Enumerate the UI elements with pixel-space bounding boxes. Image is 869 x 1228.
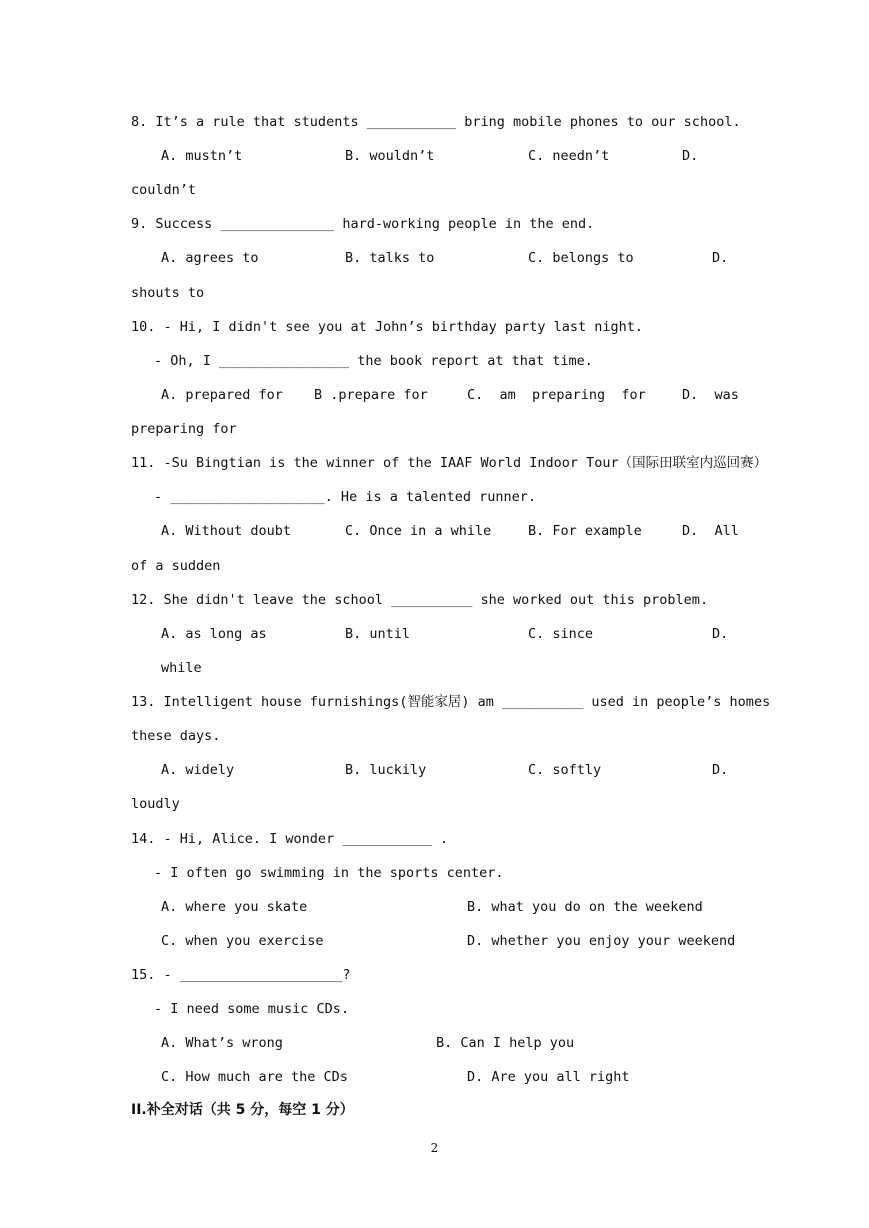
question-13-option-b: B. luckily — [345, 762, 427, 778]
question-14-option-b: B. what you do on the weekend — [467, 899, 703, 915]
question-10-option-a: A. prepared for — [161, 387, 283, 403]
question-8-stem: 8. It’s a rule that students ___________ bring mobile phones to our school. — [131, 114, 741, 130]
section-heading: II.补全对话（共 5 分，每空 1 分） — [131, 1102, 354, 1118]
question-8-option-b: B. wouldn’t — [345, 148, 435, 164]
question-11-stem: 11. -Su Bingtian is the winner of the IAAF World Indoor Tour（国际田联室内巡回赛） — [131, 455, 768, 471]
question-12-option-b: B. until — [345, 626, 411, 642]
question-10-option-d: D. was — [682, 387, 739, 403]
question-13-stem-continued: these days. — [131, 728, 221, 744]
question-10-option-c: C. am preparing for — [467, 387, 646, 403]
question-10-stem: 10. - Hi, I didn't see you at John’s birthday party last night. — [131, 319, 644, 335]
question-11-option-b: C. Once in a while — [345, 523, 492, 539]
question-11-option-d-wrap: of a sudden — [131, 558, 221, 574]
question-11-option-a: A. Without doubt — [161, 523, 292, 539]
question-11-option-d: D. All — [682, 523, 739, 539]
question-15-stem: 15. - ____________________? — [131, 967, 351, 983]
question-10-option-b: B .prepare for — [314, 387, 428, 403]
question-9-option-a: A. agrees to — [161, 250, 259, 266]
question-8-option-c: C. needn’t — [528, 148, 610, 164]
question-15-reply: - I need some music CDs. — [154, 1001, 350, 1017]
page-number: 2 — [430, 1141, 439, 1155]
question-15-option-d: D. Are you all right — [467, 1069, 630, 1085]
question-8-option-d-wrap: couldn’t — [131, 182, 197, 198]
question-8-option-d: D. — [682, 148, 699, 164]
question-14-reply: - I often go swimming in the sports center. — [154, 865, 504, 881]
question-13-stem: 13. Intelligent house furnishings(智能家居) am __________ used in people’s homes — [131, 694, 771, 710]
question-13-option-d: D. — [712, 762, 729, 778]
question-15-option-c: C. How much are the CDs — [161, 1069, 348, 1085]
question-14-stem: 14. - Hi, Alice. I wonder ___________ . — [131, 831, 448, 847]
question-9-option-d-wrap: shouts to — [131, 285, 205, 301]
question-10-reply: - Oh, I ________________ the book report at that time. — [154, 353, 593, 369]
question-12-option-d: D. — [712, 626, 729, 642]
question-12-stem: 12. She didn't leave the school __________ she worked out this problem. — [131, 592, 709, 608]
question-14-option-c: C. when you exercise — [161, 933, 324, 949]
question-15-option-b: B. Can I help you — [436, 1035, 575, 1051]
question-10-option-d-wrap: preparing for — [131, 421, 237, 437]
question-14-option-a: A. where you skate — [161, 899, 308, 915]
question-11-option-c: B. For example — [528, 523, 642, 539]
question-13-option-d-wrap: loudly — [131, 796, 180, 812]
question-13-option-a: A. widely — [161, 762, 235, 778]
question-14-option-d: D. whether you enjoy your weekend — [467, 933, 736, 949]
question-11-reply: - ___________________. He is a talented runner. — [154, 489, 537, 505]
question-15-option-a: A. What’s wrong — [161, 1035, 283, 1051]
question-12-option-d-wrap: while — [161, 660, 202, 676]
question-13-option-c: C. softly — [528, 762, 602, 778]
question-12-option-c: C. since — [528, 626, 594, 642]
question-9-option-d: D. — [712, 250, 729, 266]
question-12-option-a: A. as long as — [161, 626, 267, 642]
question-8-option-a: A. mustn’t — [161, 148, 243, 164]
question-9-stem: 9. Success ______________ hard-working people in the end. — [131, 216, 595, 232]
question-9-option-c: C. belongs to — [528, 250, 634, 266]
question-9-option-b: B. talks to — [345, 250, 435, 266]
